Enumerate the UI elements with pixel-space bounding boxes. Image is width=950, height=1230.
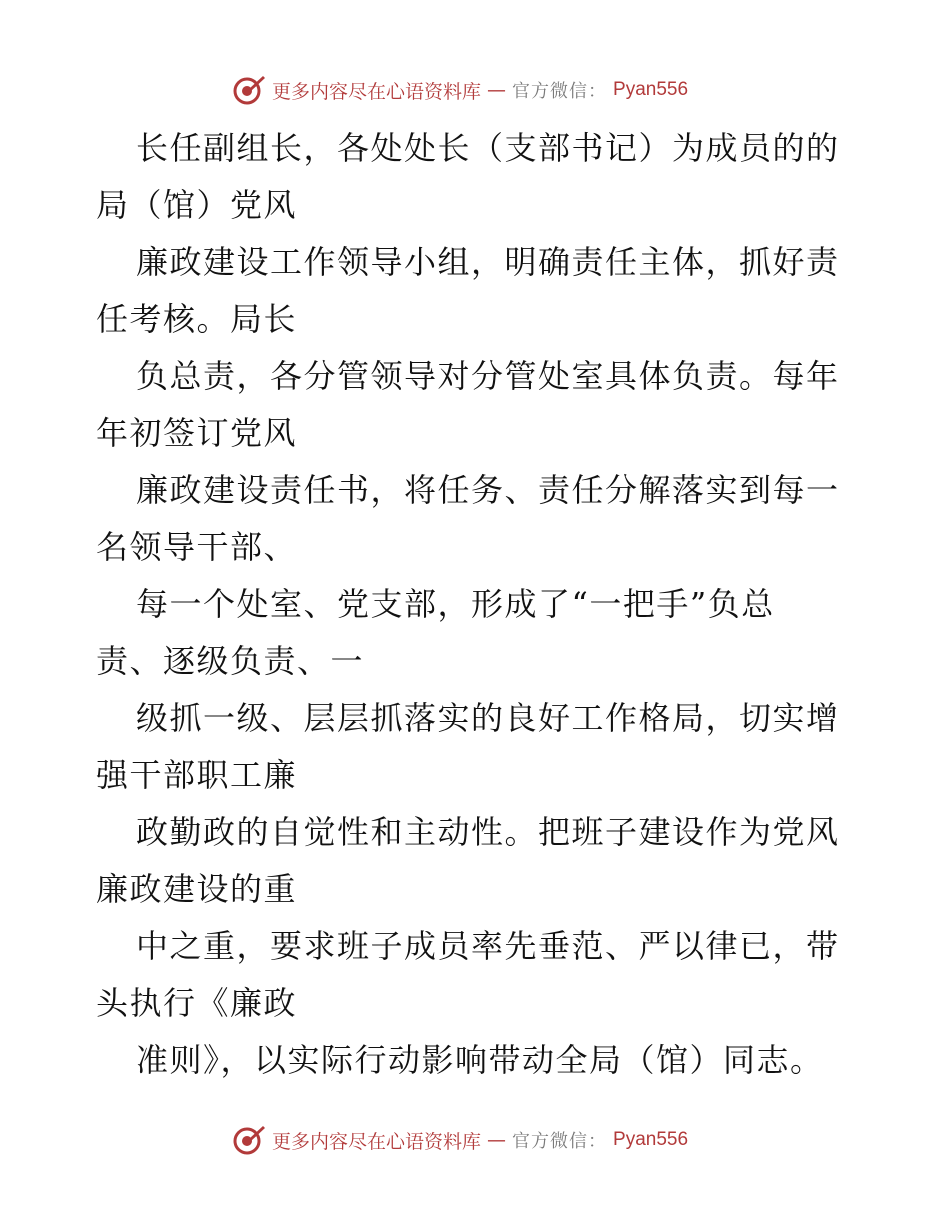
pen-logo-icon bbox=[232, 73, 266, 107]
watermark-sub-text: 官方微信： bbox=[512, 81, 608, 102]
watermark-main-text: 更多内容尽在心语资料库 bbox=[272, 80, 482, 103]
text-line: 名领导干部、 bbox=[96, 528, 298, 566]
text-line: 廉政建设责任书，将任务、责任分解落实到每一 bbox=[136, 471, 840, 509]
watermark-dash: — bbox=[487, 79, 507, 101]
document-body bbox=[96, 120, 852, 1089]
text-line: 头执行《廉政 bbox=[96, 984, 298, 1022]
watermark-footer bbox=[232, 1122, 688, 1158]
watermark-id: Pyan556 bbox=[613, 1129, 689, 1150]
text-line: 负总责，各分管领导对分管处室具体负责。每年 bbox=[136, 357, 840, 395]
watermark-main-text: 更多内容尽在心语资料库 bbox=[272, 1130, 482, 1153]
watermark-dash: — bbox=[487, 1129, 507, 1151]
text-line: 长任副组长，各处处长（支部书记）为成员的的 bbox=[136, 129, 840, 167]
text-line: 年初签订党风 bbox=[96, 414, 298, 452]
watermark-id: Pyan556 bbox=[613, 79, 689, 100]
text-line: 强干部职工廉 bbox=[96, 756, 298, 794]
text-line: 责、逐级负责、一 bbox=[96, 642, 365, 680]
text-line: 廉政建设的重 bbox=[96, 870, 298, 908]
text-line: 级抓一级、层层抓落实的良好工作格局，切实增 bbox=[136, 699, 840, 737]
text-line: 廉政建设工作领导小组，明确责任主体，抓好责 bbox=[136, 243, 840, 281]
text-line: 任考核。局长 bbox=[96, 300, 298, 338]
pen-logo-icon bbox=[232, 1123, 266, 1157]
watermark-header bbox=[232, 72, 688, 108]
text-line: 中之重，要求班子成员率先垂范、严以律已，带 bbox=[136, 927, 840, 965]
text-line: 每一个处室、党支部，形成了“一把手”负总 bbox=[136, 585, 775, 623]
text-line: 局（馆）党风 bbox=[96, 186, 298, 224]
watermark-sub-text: 官方微信： bbox=[512, 1131, 608, 1152]
text-line: 准则》，以实际行动影响带动全局（馆）同志。 bbox=[136, 1041, 824, 1079]
text-line: 政勤政的自觉性和主动性。把班子建设作为党风 bbox=[136, 813, 840, 851]
